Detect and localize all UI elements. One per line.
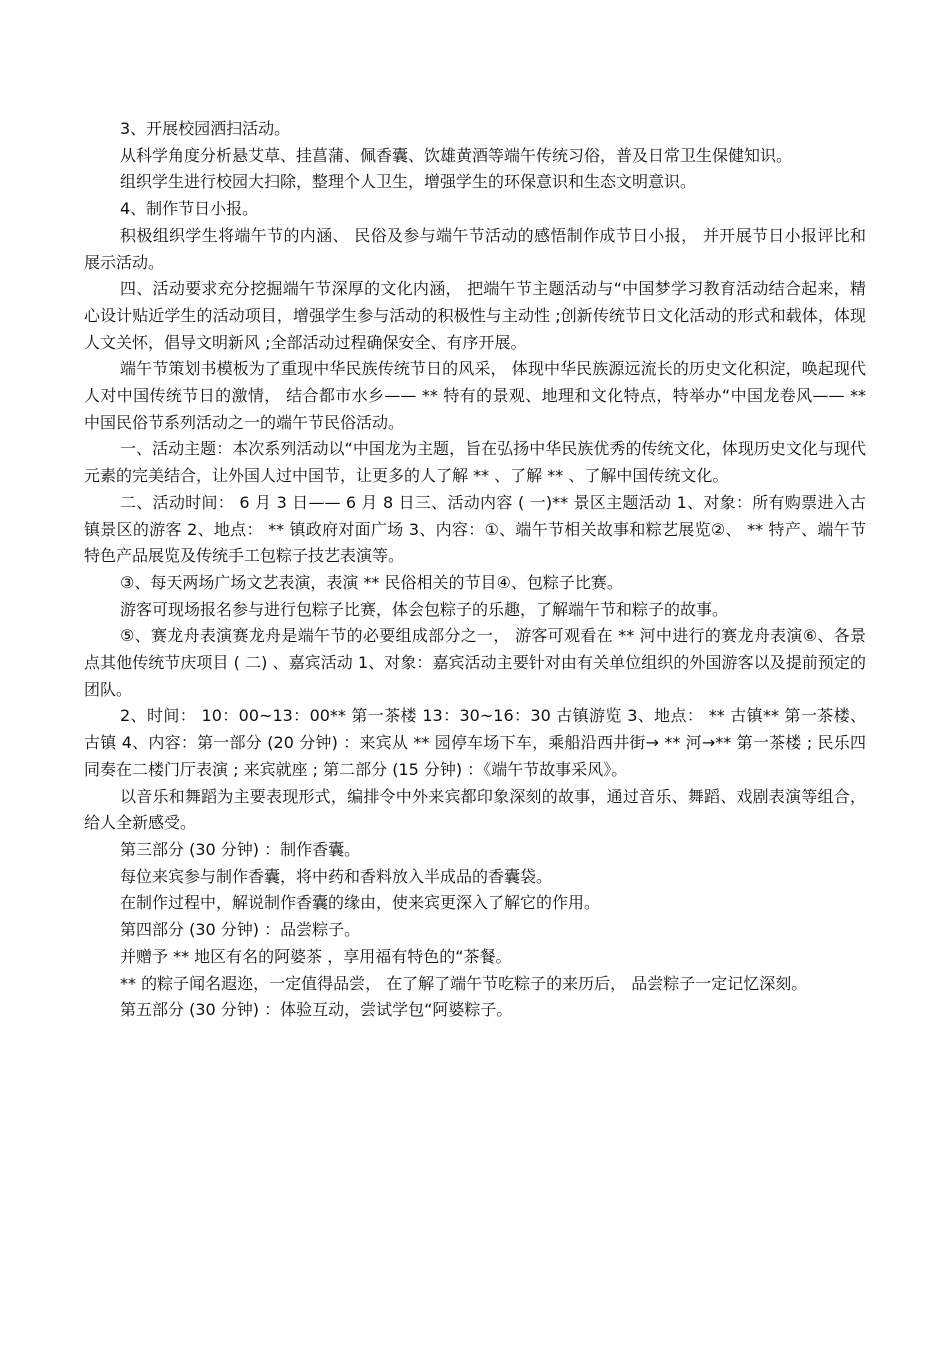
- paragraph: 每位来宾参与制作香囊，将中药和香料放入半成品的香囊袋。: [120, 866, 553, 886]
- paragraph: 组织学生进行校园大扫除，整理个人卫生，增强学生的环保意识和生态文明意识。: [120, 172, 697, 192]
- paragraph: 在制作过程中，解说制作香囊的缘由，使来宾更深入了解它的作用。: [120, 893, 601, 913]
- paragraph: ⑤、赛龙舟表演赛龙舟是端午节的必要组成部分之一， 游客可观看在 ** 河中进行的赛龙舟表演⑥、各景点其他传统节庆项目 ( 二) 、嘉宾活动 1、对象：嘉宾活动主要针对由有关单位组织的外国游客以及提前预定的团队。: [84, 626, 866, 699]
- paragraph: 积极组织学生将端午节的内涵、 民俗及参与端午节活动的感悟制作成节日小报， 并开展节日小报评比和展示活动。: [84, 225, 866, 272]
- document-body: [84, 116, 866, 1024]
- paragraph: 端午节策划书模板为了重现中华民族传统节日的风采， 体现中华民族源远流长的历史文化积淀，唤起现代人对中国传统节日的激情， 结合都市水乡—— ** 特有的景观、地理和文化特点，特举办“中国龙卷风—— ** 中国民俗节系列活动之一的端午节民俗活动。: [84, 359, 866, 432]
- paragraph: 第三部分 (30 分钟) ：制作香囊。: [120, 839, 361, 859]
- paragraph: 从科学角度分析悬艾草、挂菖蒲、佩香囊、饮雄黄酒等端午传统习俗，普及日常卫生保健知识。: [120, 145, 793, 165]
- paragraph: 2、时间： 10：00~13：00** 第一茶楼 13：30~16：30 古镇游览 3、地点： ** 古镇** 第一茶楼、古镇 4、内容：第一部分 (20 分钟) ：来宾从 ** 园停车场下车，乘船沿西井街→ ** 河→** 第一茶楼 ; 民乐四同奏在二楼门厅表演 ; 来宾就座 ; 第二部分 (15 分钟) ：《端午节故事采风》。: [84, 706, 866, 779]
- paragraph: 一、活动主题：本次系列活动以“中国龙为主题，旨在弘扬中华民族优秀的传统文化，体现历史文化与现代元素的完美结合，让外国人过中国节，让更多的人了解 ** 、了解 ** 、了解中国传统文化。: [84, 439, 866, 486]
- paragraph: ③、每天两场广场文艺表演，表演 ** 民俗相关的节目④、包粽子比赛。: [120, 572, 623, 592]
- paragraph: 四、活动要求充分挖掘端午节深厚的文化内涵， 把端午节主题活动与“中国梦学习教育活动结合起来，精心设计贴近学生的活动项目，增强学生参与活动的积极性与主动性 ;创新传统节日文化活动的形式和载体，体现人文关怀，倡导文明新风 ;全部活动过程确保安全、有序开展。: [84, 279, 866, 352]
- paragraph: 以音乐和舞蹈为主要表现形式，编排令中外来宾都印象深刻的故事，通过音乐、舞蹈、戏剧表演等组合，给人全新感受。: [84, 786, 866, 833]
- paragraph: 并赠予 ** 地区有名的阿婆茶 ，享用福有特色的“茶餐。: [120, 946, 512, 966]
- paragraph: ** 的粽子闻名遐迩，一定值得品尝， 在了解了端午节吃粽子的来历后， 品尝粽子一定记忆深刻。: [120, 973, 808, 993]
- section-heading-3: 3、开展校园洒扫活动。: [120, 119, 291, 138]
- paragraph: 二、活动时间： 6 月 3 日—— 6 月 8 日三、活动内容 ( 一)** 景区主题活动 1、对象：所有购票进入古镇景区的游客 2、地点： ** 镇政府对面广场 3、内容：①、端午节相关故事和粽艺展览②、 ** 特产、端午节特色产品展览及传统手工包粽子技艺表演等。: [84, 492, 866, 566]
- paragraph: 游客可现场报名参与进行包粽子比赛，体会包粽子的乐趣，了解端午节和粽子的故事。: [120, 599, 729, 619]
- paragraph: 第五部分 (30 分钟) ：体验互动，尝试学包“阿婆粽子。: [120, 1000, 513, 1020]
- section-heading-4: 4、制作节日小报。: [120, 199, 259, 219]
- paragraph: 第四部分 (30 分钟) ：品尝粽子。: [120, 920, 361, 940]
